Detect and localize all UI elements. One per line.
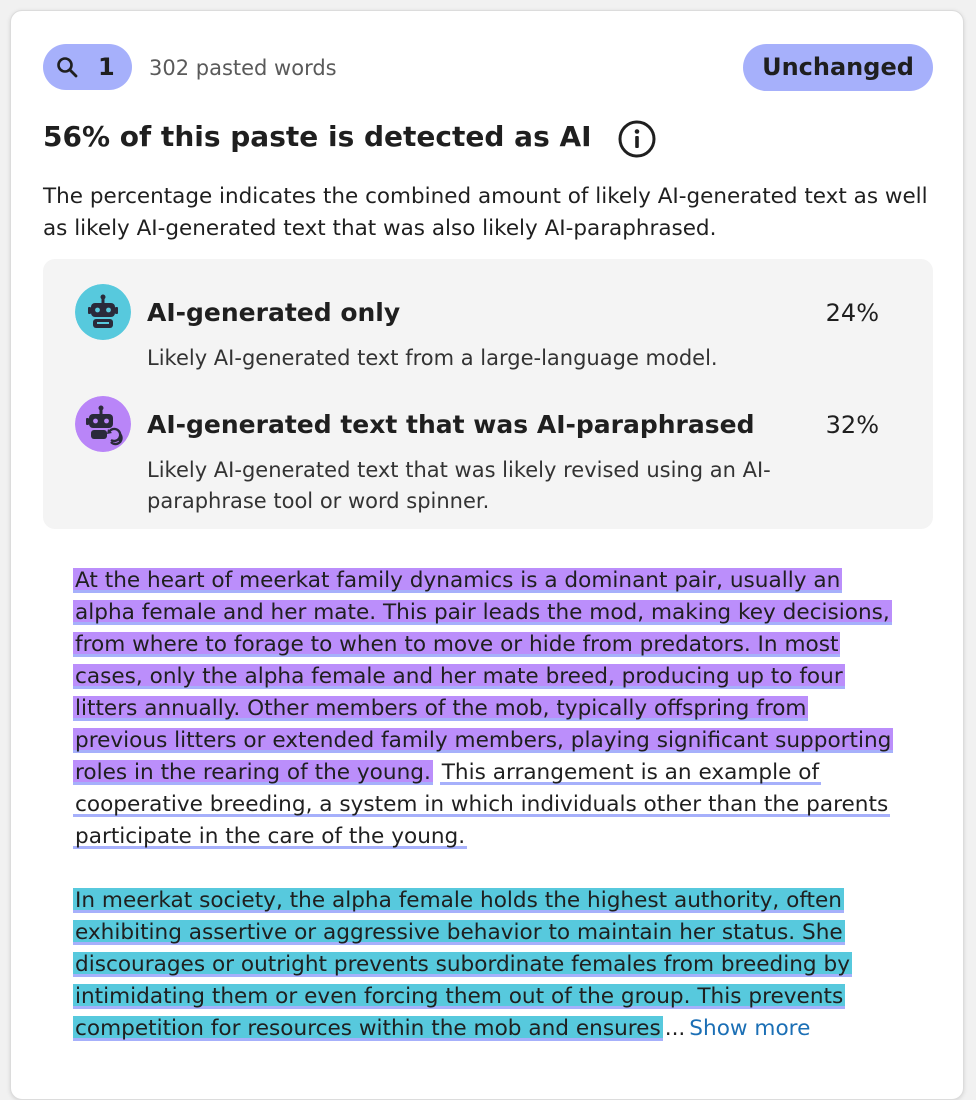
passage-2: [73, 885, 903, 1045]
robot-icon: [75, 284, 131, 340]
search-icon: [55, 55, 79, 79]
robot-paraphrase-icon: [75, 396, 131, 452]
passage-1: [73, 565, 903, 853]
detection-headline: 56% of this paste is detected as AI: [43, 120, 592, 153]
card-header: [43, 44, 933, 91]
truncation-ellipsis: ...: [664, 1016, 686, 1041]
ai-generated-highlight[interactable]: In meerkat society, the alpha female holds the highest authority, often exhibiting assertive or aggressive behavior to maintain her status. She discourages or outright prevents subordinate females from breeding by intimidating them or even forcing them out of the group. This prevents competition for resources within the mob and ensures: [75, 888, 850, 1041]
ai-detection-card: [10, 10, 964, 1100]
breakdown-description: Likely AI-generated text that was likely revised using an AI-paraphrase tool or word spinner.: [147, 458, 771, 513]
breakdown-percent: 32%: [825, 411, 879, 439]
ai-paraphrased-highlight[interactable]: At the heart of meerkat family dynamics is a dominant pair, usually an alpha female and her mate. This pair leads the mod, making key decisions, from where to forage to when to move or hide from predators. In most cases, only the alpha female and her mate breed, producing up to four litters annually. Other members of the mob, typically offspring from previous litters or extended family members, playing significant supporting roles in the rearing of the young.: [75, 568, 892, 785]
match-count-button[interactable]: [43, 44, 132, 90]
detection-description: The percentage indicates the combined amount of likely AI-generated text as well as likely AI-generated text that was also likely AI-paraphrased.: [43, 184, 928, 241]
ai-breakdown-panel: [43, 259, 933, 529]
plain-text-segment: This arrangement is an example of cooperative breeding, a system in which individuals other than the parents participate in the care of the young.: [75, 760, 889, 849]
info-icon[interactable]: [617, 119, 657, 159]
status-badge: Unchanged: [743, 44, 933, 91]
word-count: 302 pasted words: [149, 56, 337, 80]
breakdown-percent: 24%: [825, 299, 879, 327]
breakdown-description: Likely AI-generated text from a large-language model.: [147, 346, 718, 370]
show-more-link[interactable]: Show more: [689, 1016, 811, 1041]
breakdown-title: AI-generated text that was AI-paraphrased: [147, 410, 755, 439]
breakdown-title: AI-generated only: [147, 298, 401, 327]
match-count: 1: [98, 53, 115, 81]
